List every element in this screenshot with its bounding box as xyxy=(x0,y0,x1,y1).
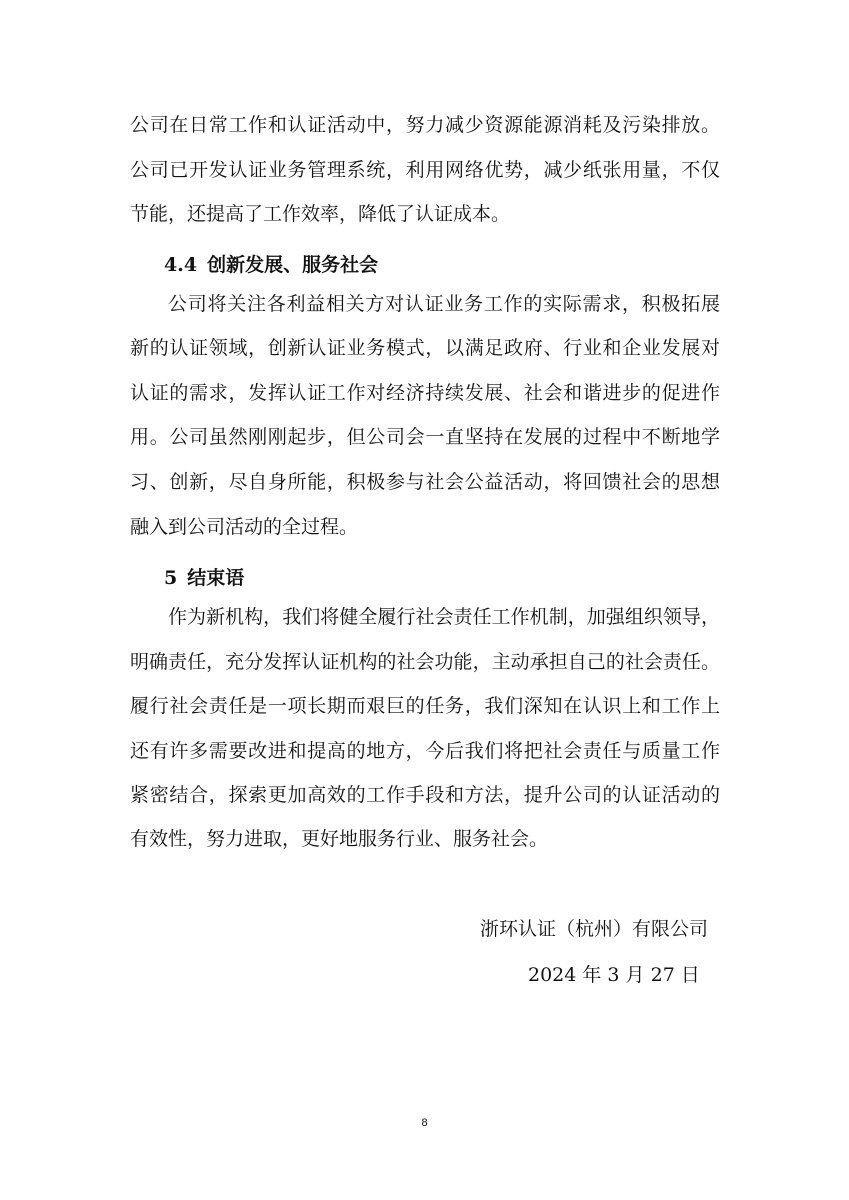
section-title: 创新发展、服务社会 xyxy=(207,254,379,276)
paragraph-line: 履行社会责任是一项长期而艰巨的任务，我们深知在认识上和工作上 xyxy=(130,695,720,717)
paragraph-line: 新的认证领域，创新认证业务模式，以满足政府、行业和企业发展对 xyxy=(130,337,720,359)
paragraph-line: 认证的需求，发挥认证工作对经济持续发展、社会和谐进步的促进作 xyxy=(130,382,720,404)
page-number: 8 xyxy=(421,1117,428,1129)
section-number: 5 xyxy=(164,567,178,589)
paragraph-line: 公司在日常工作和认证活动中，努力减少资源能源消耗及污染排放。 xyxy=(130,114,720,136)
paragraph-line: 作为新机构，我们将健全履行社会责任工作机制，加强组织领导， xyxy=(168,606,720,628)
section-heading-4-4 xyxy=(164,250,378,277)
paragraph-line: 用。公司虽然刚刚起步，但公司会一直坚持在发展的过程中不断地学 xyxy=(130,426,720,448)
paragraph-line: 紧密结合，探索更加高效的工作手段和方法，提升公司的认证活动的 xyxy=(130,784,720,806)
paragraph-line: 还有许多需要改进和提高的地方，今后我们将把社会责任与质量工作 xyxy=(130,740,720,762)
paragraph-line: 有效性，努力进取，更好地服务行业、服务社会。 xyxy=(130,828,549,850)
section-title: 结束语 xyxy=(187,567,245,589)
paragraph-line: 明确责任，充分发挥认证机构的社会功能，主动承担自己的社会责任。 xyxy=(130,651,720,673)
paragraph-line: 公司已开发认证业务管理系统，利用网络优势，减少纸张用量，不仅 xyxy=(130,159,720,181)
section-heading-5 xyxy=(164,563,244,590)
paragraph-line: 节能，还提高了工作效率，降低了认证成本。 xyxy=(130,203,511,225)
signature-date: 2024 年 3 月 27 日 xyxy=(528,964,700,986)
paragraph-line: 习、创新，尽自身所能，积极参与社会公益活动，将回馈社会的思想 xyxy=(130,471,720,493)
paragraph-line: 融入到公司活动的全过程。 xyxy=(130,516,359,538)
paragraph-line: 公司将关注各利益相关方对认证业务工作的实际需求，积极拓展 xyxy=(168,293,720,315)
section-number: 4.4 xyxy=(164,254,198,276)
signature-company: 浙环认证（杭州）有限公司 xyxy=(480,918,709,940)
